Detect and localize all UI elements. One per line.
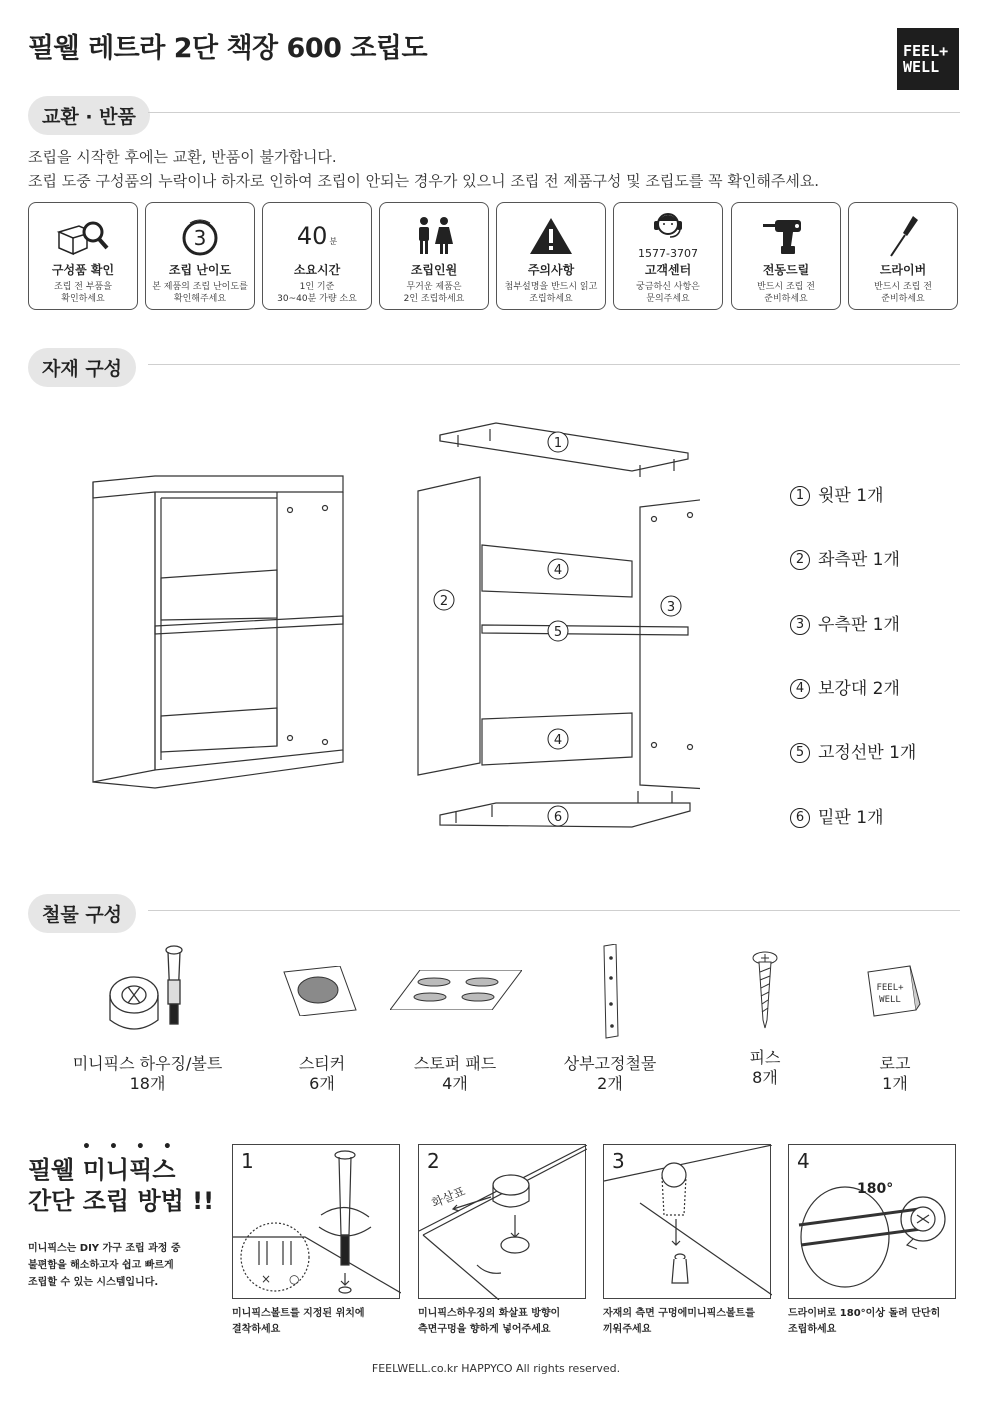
arrow-label: 화살표	[429, 1184, 468, 1211]
card-label: 드라이버	[879, 263, 927, 277]
screwdriver-icon	[849, 211, 957, 261]
page-title: 필웰 레트라 2단 책장 600 조립도	[28, 33, 428, 64]
list-item: 5 고정선반 1개	[790, 738, 916, 763]
list-item: 6 밑판 1개	[790, 803, 884, 828]
list-item: 2 좌측판 1개	[790, 545, 900, 570]
section-divider	[148, 910, 960, 911]
section-divider	[148, 364, 960, 365]
diagram-number-1: 1	[553, 436, 563, 451]
step-number: 1	[241, 1149, 254, 1173]
diagram-number-3: 3	[666, 600, 676, 615]
card-parts-check	[28, 202, 138, 310]
section-hardware-heading: 철물 구성	[28, 894, 136, 933]
card-screwdriver	[848, 202, 958, 310]
card-label: 소요시간	[293, 263, 341, 277]
notice-line-1: 조립을 시작한 후에는 교환, 반품이 불가합니다.	[28, 148, 337, 166]
top-fix-bracket-icon	[602, 944, 620, 1040]
phone-number: 1577-3707	[638, 247, 698, 260]
hardware-item-stopper-pad: 스토퍼 패드 4개	[413, 1054, 497, 1093]
card-sub: 조립 전 부품을 확인하세요	[54, 282, 112, 304]
step-1-caption: 미니픽스볼트를 지정된 위치에 결착하세요	[232, 1308, 365, 1335]
sticker-icon	[282, 966, 357, 1016]
hardware-item-logo: 로고 1개	[879, 1054, 911, 1093]
screw-icon	[750, 950, 780, 1030]
card-label: 고객센터	[644, 263, 692, 277]
card-sub: 무거운 제품은 2인 조립하세요	[403, 282, 465, 304]
minifix-guide-description: 미니픽스는 DIY 가구 조립 과정 중 불편함을 해소하고자 쉽고 빠르게 조립할 수 있는 시스템입니다.	[28, 1243, 181, 1288]
card-sub: 1인 기준 30~40분 가량 소요	[277, 282, 357, 304]
two-people-icon	[380, 211, 488, 261]
card-sub: 궁금하신 사항은 문의주세요	[636, 282, 700, 304]
card-label: 주의사항	[527, 263, 575, 277]
step-number: 2	[427, 1149, 440, 1173]
card-sub: 본 제품의 조립 난이도를 확인해주세요	[152, 282, 248, 304]
stopper-pad-icon	[390, 970, 522, 1010]
step-4-caption: 드라이버로 180°이상 돌려 단단히 조립하세요	[788, 1308, 941, 1335]
section-divider	[148, 112, 960, 113]
hardware-item-bracket: 상부고정철물 2개	[563, 1054, 657, 1093]
exploded-parts-diagram	[410, 415, 700, 845]
card-sub: 반드시 조립 전 준비하세요	[874, 282, 932, 304]
section-exchange-heading: 교환 · 반품	[28, 96, 150, 135]
wrong-mark: ×	[261, 1272, 272, 1286]
step-number: 3	[612, 1149, 625, 1173]
logo-sticker-icon	[866, 964, 922, 1020]
headset-icon	[614, 207, 722, 245]
hardware-item-screw: 피스 8개	[749, 1048, 781, 1087]
level-3-icon	[146, 211, 254, 261]
notice-line-2: 조립 도중 구성품의 누락이나 하자로 인하여 조립이 안되는 경우가 있으니 조립 전 제품구성 및 조립도를 꼭 확인해주세요.	[28, 172, 820, 190]
svg-text:3: 3	[193, 226, 207, 250]
diagram-number-4b: 4	[553, 733, 563, 748]
diagram-number-4a: 4	[553, 563, 563, 578]
step-2-caption: 미니픽스하우징의 화살표 방향이 측면구멍을 향하게 넣어주세요	[418, 1308, 561, 1335]
step-3-panel	[603, 1144, 771, 1299]
step-1-panel	[232, 1144, 400, 1299]
step-3-caption: 자재의 측면 구멍에미니픽스볼트를 끼워주세요	[603, 1308, 755, 1335]
footer-copyright: FEELWELL.co.kr HAPPYCO All rights reserved.	[371, 1362, 621, 1375]
card-people	[379, 202, 489, 310]
drill-icon	[732, 211, 840, 261]
list-item: 1 윗판 1개	[790, 481, 884, 506]
step-2-panel	[418, 1144, 586, 1299]
logo-line-1: FEEL+	[903, 42, 949, 60]
card-label: 조립인원	[410, 263, 458, 277]
hardware-item-minifix: 미니픽스 하우징/볼트 18개	[72, 1054, 223, 1093]
box-magnifier-icon	[29, 211, 137, 261]
warning-icon	[497, 211, 605, 261]
card-difficulty	[145, 202, 255, 310]
card-time	[262, 202, 372, 310]
card-customer-center	[613, 202, 723, 310]
svg-text:WELL: WELL	[879, 995, 901, 1005]
card-label: 구성품 확인	[51, 263, 115, 277]
card-drill	[731, 202, 841, 310]
step-4-panel	[788, 1144, 956, 1299]
card-label: 조립 난이도	[168, 263, 232, 277]
card-sub: 첨부설명을 반드시 읽고 조립하세요	[504, 282, 598, 304]
card-sub: 반드시 조립 전 준비하세요	[757, 282, 815, 304]
step-number: 4	[797, 1149, 810, 1173]
time-icon: 40 분	[296, 222, 338, 250]
section-parts-heading: 자재 구성	[28, 348, 136, 387]
list-item: 4 보강대 2개	[790, 674, 900, 699]
minifix-guide-title: 필웰 미니픽스 간단 조립 방법 !!	[28, 1156, 215, 1215]
diagram-number-5: 5	[553, 625, 563, 640]
feelwell-logo	[897, 28, 959, 90]
assembled-bookcase-diagram	[85, 470, 355, 790]
svg-text:FEEL+: FEEL+	[876, 983, 904, 993]
correct-mark: ○	[289, 1272, 300, 1286]
card-caution	[496, 202, 606, 310]
hardware-item-sticker: 스티커 6개	[298, 1054, 346, 1093]
logo-line-2: WELL	[903, 58, 940, 76]
rotation-angle-label: 180°	[857, 1181, 894, 1197]
diagram-number-2: 2	[439, 594, 449, 609]
card-label: 전동드릴	[762, 263, 810, 277]
diagram-number-6: 6	[553, 810, 563, 825]
minifix-housing-bolt-icon	[100, 940, 200, 1040]
emphasis-dots: ••••	[82, 1139, 190, 1155]
list-item: 3 우측판 1개	[790, 610, 900, 635]
